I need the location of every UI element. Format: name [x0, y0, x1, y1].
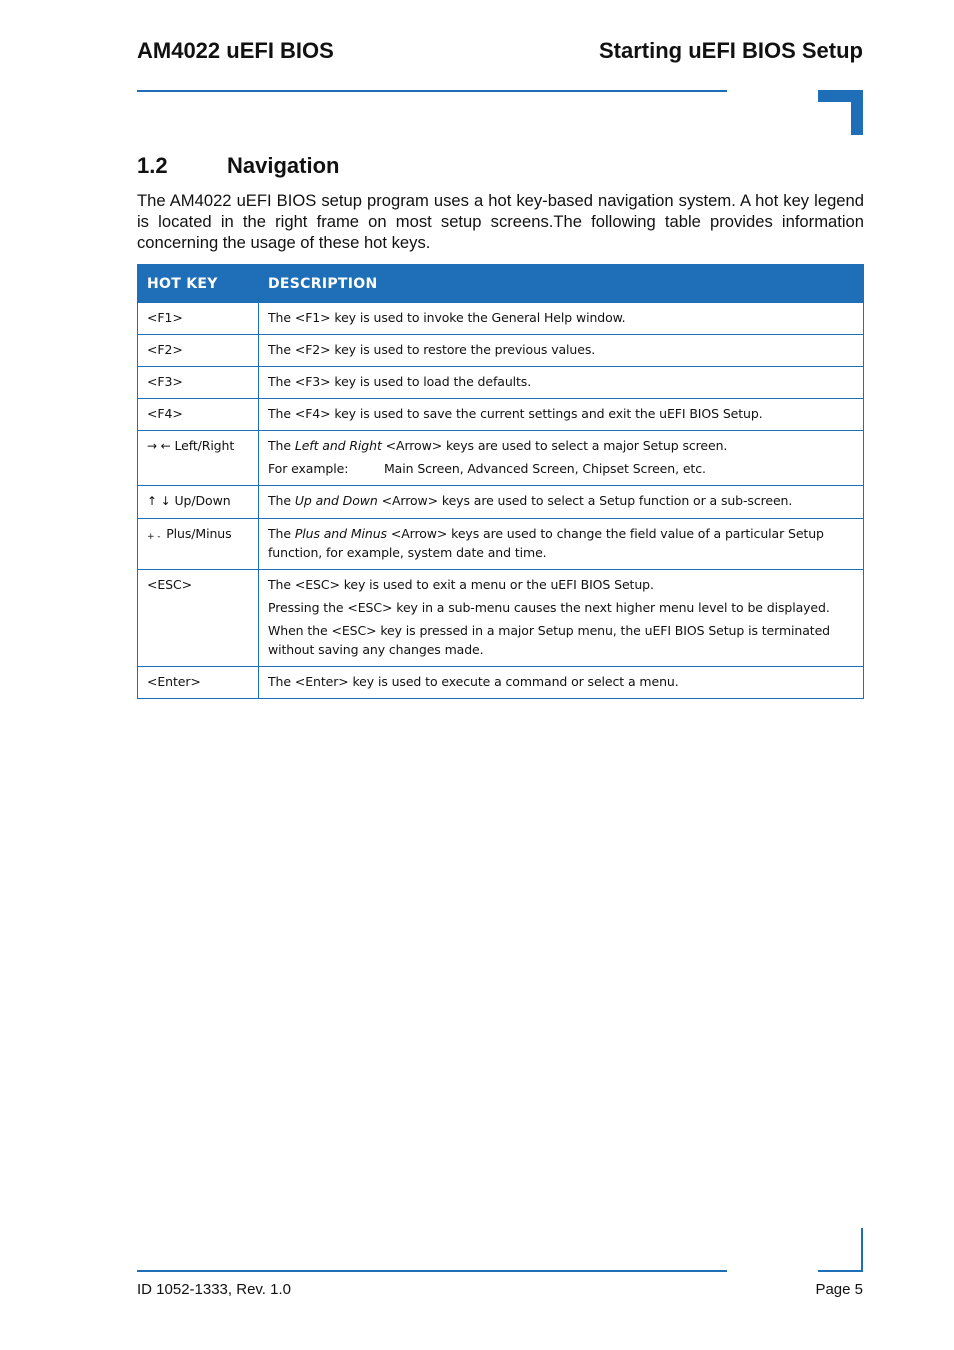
table-row — [138, 367, 864, 399]
footer-rule — [137, 1270, 727, 1272]
hotkey-cell: <F1> — [138, 303, 259, 335]
hotkey-cell — [138, 486, 259, 519]
up-down-arrow-icon: ↑ ↓ — [147, 494, 171, 508]
description-cell — [259, 570, 864, 667]
description-text: When the <ESC> key is pressed in a major Setup menu, the uEFI BIOS Setup is terminated without saving any changes made. — [268, 623, 831, 657]
description-suffix: <Arrow> keys are used to select a Setup function or a sub-screen. — [377, 493, 793, 508]
hotkey-cell — [138, 519, 259, 570]
table-row — [138, 667, 864, 699]
footer-page-number: Page 5 — [815, 1281, 863, 1298]
description-cell — [259, 335, 864, 367]
header-right-title: Starting uEFI BIOS Setup — [598, 38, 863, 63]
description-text — [268, 491, 854, 510]
hotkey-label: Plus/Minus — [166, 526, 232, 541]
column-header-hot-key: HOT KEY — [138, 265, 259, 303]
description-text: Pressing the <ESC> key in a sub-menu causes the next higher menu level to be displayed. — [268, 600, 830, 615]
header-left-title: AM4022 uEFI BIOS — [137, 38, 334, 63]
corner-mark-bottom — [818, 1228, 863, 1272]
table-row — [138, 399, 864, 431]
table-row — [138, 570, 864, 667]
description-text — [268, 524, 854, 562]
description-cell — [259, 667, 864, 699]
description-suffix: <Arrow> keys are used to select a major Setup screen. — [381, 438, 728, 453]
description-cell — [259, 367, 864, 399]
description-text: The <F1> key is used to invoke the General Help window. — [268, 310, 626, 325]
header-rule — [137, 90, 727, 92]
description-cell — [259, 431, 864, 486]
description-emphasis: Plus and Minus — [294, 526, 387, 541]
description-prefix: The — [268, 438, 295, 453]
example-text: Main Screen, Advanced Screen, Chipset Screen, etc. — [384, 461, 706, 476]
hotkey-cell — [138, 431, 259, 486]
hotkey-cell: <F3> — [138, 367, 259, 399]
description-cell — [259, 519, 864, 570]
plus-minus-icon: + - — [147, 532, 161, 542]
description-suffix: <Arrow> keys are used to change the field value of a particular Setup function, for example, system date and time. — [268, 526, 824, 560]
column-header-description: DESCRIPTION — [259, 265, 864, 303]
hotkey-label: Left/Right — [174, 438, 235, 453]
description-text: The <F4> key is used to save the current settings and exit the uEFI BIOS Setup. — [268, 406, 763, 421]
corner-mark-top — [818, 90, 863, 135]
description-text: The <ESC> key is used to exit a menu or the uEFI BIOS Setup. — [268, 577, 654, 592]
description-cell — [259, 303, 864, 335]
table-row — [138, 486, 864, 519]
intro-paragraph: The AM4022 uEFI BIOS setup program uses a hot key-based navigation system. A hot key legend is located in the right frame on most setup screens.The following table provides information concerning the usage of these hot keys. — [137, 191, 864, 252]
description-text: The <Enter> key is used to execute a command or select a menu. — [268, 674, 679, 689]
left-right-arrow-icon: → ← — [147, 439, 171, 453]
description-prefix: The — [268, 493, 295, 508]
hotkey-cell: <F2> — [138, 335, 259, 367]
description-text: The <F3> key is used to load the defaults. — [268, 374, 532, 389]
hotkey-cell: <ESC> — [138, 570, 259, 667]
description-cell — [259, 486, 864, 519]
description-prefix: The — [268, 526, 295, 541]
section-heading: Navigation — [227, 153, 340, 178]
table-row — [138, 519, 864, 570]
table-row — [138, 335, 864, 367]
table-row — [138, 303, 864, 335]
hotkey-cell: <F4> — [138, 399, 259, 431]
section-title — [137, 153, 339, 179]
table-row — [138, 431, 864, 486]
description-text — [268, 436, 854, 455]
example-line — [268, 459, 854, 478]
description-cell — [259, 399, 864, 431]
table-header-row — [138, 265, 864, 303]
description-emphasis: Left and Right — [294, 438, 382, 453]
footer-doc-id: ID 1052-1333, Rev. 1.0 — [137, 1281, 291, 1298]
section-number: 1.2 — [137, 153, 168, 178]
description-emphasis: Up and Down — [294, 493, 378, 508]
hotkey-label: Up/Down — [174, 493, 231, 508]
description-text: The <F2> key is used to restore the previous values. — [268, 342, 596, 357]
hotkey-cell: <Enter> — [138, 667, 259, 699]
hotkey-table — [137, 264, 864, 699]
example-label: For example: — [268, 461, 349, 476]
